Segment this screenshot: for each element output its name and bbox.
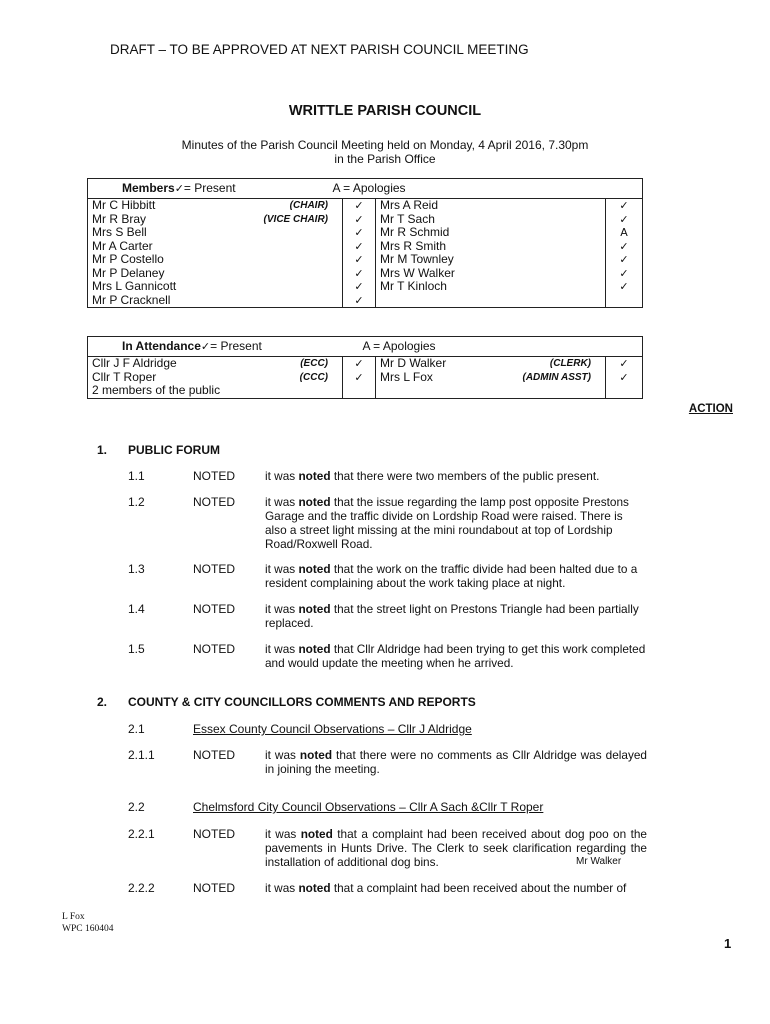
attendee-mark: ✓	[606, 371, 643, 385]
member-name: Mr T Kinloch	[376, 280, 606, 294]
attendee-name: Cllr T Roper (CCC)	[88, 371, 343, 385]
members-row	[88, 213, 643, 227]
attendance-header: In Attendance✓= Present A = Apologies	[88, 337, 643, 357]
attendee-mark: ✓	[343, 371, 376, 385]
member-attendance-mark: ✓	[343, 240, 376, 254]
section-number: 1.	[97, 443, 108, 457]
item-status: NOTED	[193, 881, 235, 895]
member-attendance-mark: ✓	[343, 294, 376, 308]
item-text: it was noted that a complaint had been received about dog poo on the pavements in Hunts Drive. The Clerk to seek clarification regarding the installation of additional dog bins.	[265, 827, 647, 869]
member-name: Mrs W Walker	[376, 267, 606, 281]
members-row	[88, 253, 643, 267]
member-attendance-mark: ✓	[606, 267, 643, 281]
item-number: 1.2	[128, 495, 145, 509]
item-number: 1.3	[128, 562, 145, 576]
members-row	[88, 199, 643, 213]
item-status: NOTED	[193, 602, 235, 616]
item-number: 1.1	[128, 469, 145, 483]
subsection-heading: Chelmsford City Council Observations – Cllr A Sach &Cllr T Roper	[193, 800, 544, 814]
item-text: it was noted that the work on the traffic divide had been halted due to a resident complaining about the work taking place at night.	[265, 562, 638, 590]
section-title: COUNTY & CITY COUNCILLORS COMMENTS AND REPORTS	[128, 695, 476, 709]
attendee-mark	[606, 384, 643, 398]
item-number: 2.2.2	[128, 881, 155, 895]
attendee-role: (ADMIN ASST)	[522, 371, 591, 383]
attendee-role: (CCC)	[299, 371, 328, 383]
page-number: 1	[724, 936, 732, 951]
member-attendance-mark: ✓	[606, 280, 643, 294]
members-table	[87, 178, 643, 308]
item-number: 2.2.1	[128, 827, 155, 841]
members-row	[88, 240, 643, 254]
item-text: it was noted that a complaint had been received about the number of	[265, 881, 627, 895]
footer-author: L Fox	[62, 912, 85, 922]
action-column-label: ACTION	[688, 403, 733, 415]
meeting-subtitle: Minutes of the Parish Council Meeting held on Monday, 4 April 2016, 7.30pm	[181, 138, 589, 152]
item-status: NOTED	[193, 827, 235, 841]
member-attendance-mark: ✓	[343, 226, 376, 240]
member-attendance-mark: ✓	[606, 213, 643, 227]
member-name: Mr R Bray (VICE CHAIR)	[88, 213, 343, 227]
members-row	[88, 226, 643, 240]
member-attendance-mark: ✓	[343, 253, 376, 267]
section-number: 2.	[97, 695, 108, 709]
section-title: PUBLIC FORUM	[128, 443, 220, 457]
item-status: NOTED	[193, 642, 235, 656]
attendee-role: (ECC)	[300, 358, 328, 369]
member-name: Mr T Sach	[376, 213, 606, 227]
attendance-row	[88, 357, 643, 371]
item-number: 1.5	[128, 642, 145, 656]
attendee-mark: ✓	[343, 357, 376, 371]
item-number: 1.4	[128, 602, 145, 616]
member-name: Mr P Delaney	[88, 267, 343, 281]
meeting-location: in the Parish Office	[334, 152, 436, 166]
member-attendance-mark	[606, 294, 643, 308]
members-header: Members✓= Present A = Apologies	[88, 179, 643, 199]
attendee-name: 2 members of the public	[88, 384, 343, 398]
item-number: 2.1	[128, 722, 145, 736]
attendance-row	[88, 371, 643, 385]
members-row	[88, 280, 643, 294]
member-name: Mrs A Reid	[376, 199, 606, 213]
item-status: NOTED	[193, 495, 235, 509]
member-attendance-mark: ✓	[606, 199, 643, 213]
item-number: 2.2	[128, 800, 145, 814]
attendee-name: Mr D Walker (CLERK)	[376, 357, 606, 371]
member-name: Mrs R Smith	[376, 240, 606, 254]
member-name: Mr P Costello	[88, 253, 343, 267]
item-text: it was noted that Cllr Aldridge had been trying to get this work completed and would update the meeting when he arrived.	[265, 642, 646, 670]
member-name: Mrs S Bell	[88, 226, 343, 240]
attendee-role: (CLERK)	[549, 358, 591, 369]
member-name: Mr C Hibbitt (CHAIR)	[88, 199, 343, 213]
attendee-name	[376, 384, 606, 398]
attendee-name: Cllr J F Aldridge (ECC)	[88, 357, 343, 371]
draft-notice: DRAFT – TO BE APPROVED AT NEXT PARISH COUNCIL MEETING	[110, 42, 529, 57]
member-name: Mr R Schmid	[376, 226, 606, 240]
item-text: it was noted that there were two members of the public present.	[265, 469, 600, 483]
member-attendance-mark: ✓	[343, 267, 376, 281]
member-attendance-mark: ✓	[343, 199, 376, 213]
member-attendance-mark: ✓	[343, 213, 376, 227]
member-attendance-mark: ✓	[606, 253, 643, 267]
member-name: Mr P Cracknell	[88, 294, 343, 308]
item-number: 2.1.1	[128, 748, 155, 762]
attendance-row	[88, 384, 643, 398]
members-row	[88, 294, 643, 308]
item-text: it was noted that the issue regarding the lamp post opposite Prestons Garage and the traffic divide on Lordship Road were raised. There is also a street light missing at the mini roundabout at top of Lordship Road/Roxwell Road.	[265, 495, 629, 551]
item-text: it was noted that there were no comments as Cllr Aldridge was delayed in joining the meeting.	[265, 748, 647, 776]
item-status: NOTED	[193, 562, 235, 576]
attendee-name: Mrs L Fox (ADMIN ASST)	[376, 371, 606, 385]
action-owner: Mr Walker	[576, 856, 622, 867]
member-name: Mrs L Gannicott	[88, 280, 343, 294]
member-name	[376, 294, 606, 308]
member-attendance-mark: A	[606, 226, 643, 240]
subsection-heading: Essex County Council Observations – Cllr J Aldridge	[193, 722, 472, 736]
member-name: Mr M Townley	[376, 253, 606, 267]
member-role: (VICE CHAIR)	[263, 213, 328, 225]
member-role: (CHAIR)	[289, 200, 328, 211]
item-text: it was noted that the street light on Prestons Triangle had been partially replaced.	[265, 602, 639, 630]
footer-reference: WPC 160404	[62, 924, 114, 934]
attendee-mark	[343, 384, 376, 398]
members-row	[88, 267, 643, 281]
item-status: NOTED	[193, 748, 235, 762]
member-attendance-mark: ✓	[343, 280, 376, 294]
item-status: NOTED	[193, 469, 235, 483]
member-name: Mr A Carter	[88, 240, 343, 254]
attendee-mark: ✓	[606, 357, 643, 371]
member-attendance-mark: ✓	[606, 240, 643, 254]
attendance-table	[87, 336, 643, 399]
council-title: WRITTLE PARISH COUNCIL	[288, 103, 482, 119]
